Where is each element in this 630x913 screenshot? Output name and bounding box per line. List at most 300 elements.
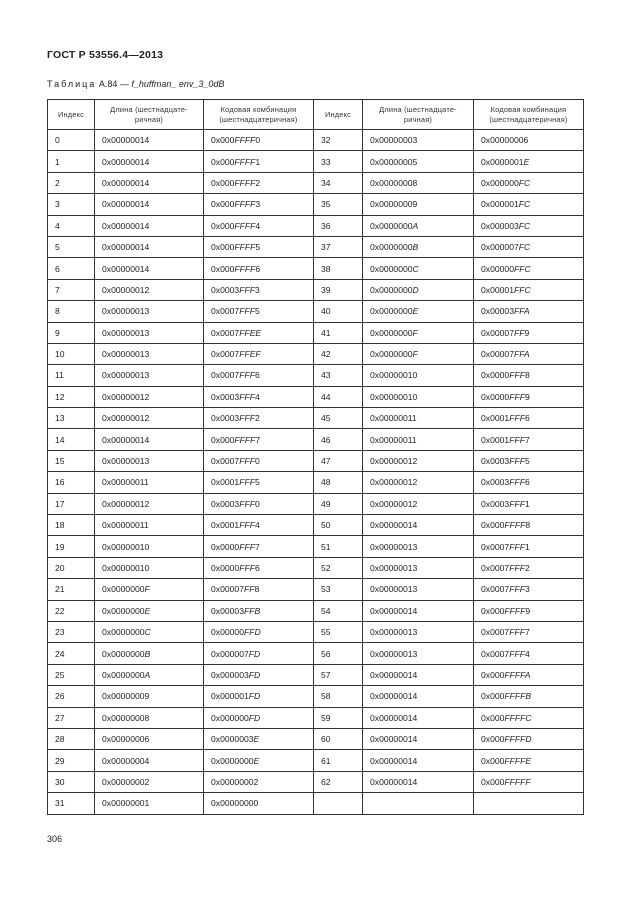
cell-text: 0x00000003 xyxy=(370,135,418,146)
index-cell xyxy=(48,130,95,151)
cell-hex-tail: 4 xyxy=(524,648,530,659)
cell-text: 39 xyxy=(321,284,331,295)
cell-text: 0x00007 xyxy=(481,327,514,338)
index-cell xyxy=(314,386,363,407)
cell-hex-suffix: FFF xyxy=(239,520,255,531)
length-cell xyxy=(95,643,204,664)
index-cell xyxy=(48,365,95,386)
code-cell xyxy=(204,621,314,642)
index-cell xyxy=(314,686,363,707)
cell-hex-tail: 5 xyxy=(254,477,260,488)
code-cell xyxy=(474,151,584,172)
cell-text: 0x00000001 xyxy=(102,798,150,809)
length-cell xyxy=(363,600,474,621)
cell-text: 38 xyxy=(321,263,331,274)
index-cell xyxy=(48,557,95,578)
index-cell xyxy=(314,130,363,151)
column-header-index-2: Индекс xyxy=(314,100,363,130)
table-row xyxy=(48,301,584,322)
cell-text: 61 xyxy=(321,755,331,766)
cell-hex-suffix: FC xyxy=(518,177,531,188)
cell-text: 4 xyxy=(55,220,60,231)
code-cell xyxy=(474,793,584,814)
page-number: 306 xyxy=(47,834,63,844)
caption-label: Таблица xyxy=(47,79,97,89)
table-row xyxy=(48,151,584,172)
cell-text: 0x000000 xyxy=(481,177,519,188)
cell-hex-tail: 4 xyxy=(254,520,260,531)
length-cell xyxy=(363,429,474,450)
cell-text: 0x000 xyxy=(481,734,505,745)
cell-hex-suffix: F xyxy=(412,349,418,360)
cell-text: 11 xyxy=(55,370,64,381)
index-cell xyxy=(48,258,95,279)
code-cell xyxy=(474,493,584,514)
cell-text: 29 xyxy=(55,755,65,766)
cell-hex-suffix: E xyxy=(253,755,260,766)
cell-text: 0x00000014 xyxy=(370,776,418,787)
cell-text: 20 xyxy=(55,563,65,573)
column-header-text: Кодовая комбинация (шестнадцатеричная) xyxy=(489,105,568,124)
index-cell xyxy=(48,707,95,728)
cell-text: 0x00000011 xyxy=(370,413,417,424)
length-cell xyxy=(363,365,474,386)
table-row xyxy=(48,215,584,236)
length-cell xyxy=(95,493,204,514)
length-cell xyxy=(95,536,204,557)
code-cell xyxy=(204,258,314,279)
length-cell xyxy=(95,450,204,471)
table-body xyxy=(48,130,584,815)
cell-text: 0x000 xyxy=(481,669,505,680)
cell-text: 0x0000001 xyxy=(481,156,524,167)
code-cell xyxy=(204,515,314,536)
cell-text: 48 xyxy=(321,477,331,488)
cell-hex-suffix: FFF xyxy=(239,477,255,488)
cell-text: 0x00000 xyxy=(481,263,514,274)
length-cell xyxy=(363,493,474,514)
cell-hex-suffix: FFEF xyxy=(239,349,261,360)
index-cell xyxy=(314,236,363,257)
cell-hex-suffix: D xyxy=(412,284,419,295)
index-cell xyxy=(48,450,95,471)
column-header-text: Длина (шестнадцате- ричная) xyxy=(379,105,457,124)
cell-hex-suffix: FD xyxy=(248,691,261,702)
index-cell xyxy=(48,194,95,215)
cell-text: 0x00000010 xyxy=(370,391,418,402)
code-cell xyxy=(204,343,314,364)
index-cell xyxy=(314,557,363,578)
cell-text: 0x000 xyxy=(211,156,235,167)
cell-text: 0x000007 xyxy=(481,242,519,253)
cell-text: 0x000 xyxy=(481,691,505,702)
cell-text: 0x00000011 xyxy=(102,520,149,531)
table-row xyxy=(48,621,584,642)
cell-text: 0x0000000 xyxy=(370,220,413,231)
cell-text: 0x00000006 xyxy=(481,135,529,146)
cell-text: 30 xyxy=(55,776,65,787)
cell-hex-suffix: B xyxy=(412,242,419,253)
cell-hex-tail: 1 xyxy=(524,498,530,509)
cell-hex-suffix: FF xyxy=(513,327,525,338)
length-cell xyxy=(95,707,204,728)
index-cell xyxy=(314,515,363,536)
code-cell xyxy=(474,322,584,343)
cell-text: 0x000 xyxy=(481,776,505,787)
length-cell xyxy=(95,557,204,578)
cell-hex-suffix: FFF xyxy=(509,563,525,573)
cell-text: 44 xyxy=(321,391,331,402)
length-cell xyxy=(363,301,474,322)
cell-text: 24 xyxy=(55,648,65,659)
cell-text: 0x00000014 xyxy=(370,520,418,531)
code-cell xyxy=(204,664,314,685)
cell-text: 0x000 xyxy=(211,135,235,146)
code-cell xyxy=(474,515,584,536)
cell-text: 0x0000000 xyxy=(102,605,145,616)
cell-text: 21 xyxy=(55,584,65,595)
cell-hex-tail: 9 xyxy=(524,327,530,338)
index-cell xyxy=(314,151,363,172)
code-cell xyxy=(474,579,584,600)
length-cell xyxy=(363,621,474,642)
cell-text: 53 xyxy=(321,584,331,595)
cell-hex-suffix: FD xyxy=(248,648,261,659)
cell-hex-suffix: FFF xyxy=(509,477,525,488)
table-row xyxy=(48,750,584,771)
cell-hex-tail: 6 xyxy=(254,563,260,573)
code-cell xyxy=(474,728,584,749)
index-cell xyxy=(48,600,95,621)
index-cell xyxy=(48,686,95,707)
cell-text: 0x00000012 xyxy=(370,477,418,488)
length-cell xyxy=(95,771,204,792)
code-cell xyxy=(474,236,584,257)
table-row xyxy=(48,771,584,792)
index-cell xyxy=(314,408,363,429)
cell-text: 0x00000013 xyxy=(370,627,418,638)
length-cell xyxy=(95,429,204,450)
cell-hex-suffix: FFFFE xyxy=(504,755,532,766)
cell-text: 0x00000013 xyxy=(370,584,418,595)
cell-hex-tail: 9 xyxy=(525,605,531,616)
length-cell xyxy=(363,386,474,407)
cell-hex-suffix: FFF xyxy=(239,413,255,424)
cell-hex-suffix: FFF xyxy=(239,391,255,402)
cell-text: 0x00000014 xyxy=(370,669,418,680)
cell-text: 0x0000000 xyxy=(102,627,145,638)
index-cell xyxy=(314,215,363,236)
column-header-index-1: Индекс xyxy=(48,100,95,130)
document-header: ГОСТ Р 53556.4—2013 xyxy=(47,49,164,61)
cell-hex-suffix: FFA xyxy=(513,349,530,360)
table-row xyxy=(48,793,584,814)
index-cell xyxy=(314,472,363,493)
index-cell xyxy=(314,343,363,364)
cell-text: 0x00000012 xyxy=(370,498,418,509)
code-cell xyxy=(474,258,584,279)
cell-text: 19 xyxy=(55,541,65,552)
cell-hex-tail: 3 xyxy=(255,199,261,210)
cell-text: 0x0001 xyxy=(211,477,240,488)
index-cell xyxy=(48,236,95,257)
length-cell xyxy=(363,750,474,771)
cell-text: 0x0000000 xyxy=(370,284,413,295)
cell-text: 1 xyxy=(55,156,60,167)
cell-text: 32 xyxy=(321,135,331,146)
cell-hex-suffix: A xyxy=(144,669,151,680)
cell-text: 0x00000014 xyxy=(370,734,418,745)
cell-text: 0x00000013 xyxy=(102,456,150,467)
length-cell xyxy=(95,386,204,407)
index-cell xyxy=(48,343,95,364)
cell-text: 0x00000014 xyxy=(102,242,150,253)
index-cell xyxy=(314,258,363,279)
code-cell xyxy=(204,643,314,664)
cell-text: 36 xyxy=(321,220,331,231)
cell-text: 0x0007 xyxy=(481,648,510,659)
cell-hex-suffix: F xyxy=(144,584,150,595)
cell-hex-suffix: FFFF xyxy=(234,220,256,231)
cell-text: 0x00000012 xyxy=(102,413,150,424)
code-cell xyxy=(204,793,314,814)
cell-text: 0x00000013 xyxy=(370,563,418,573)
cell-text: 33 xyxy=(321,156,331,167)
table-row xyxy=(48,258,584,279)
cell-text: 0 xyxy=(55,135,60,146)
cell-text: 0x0007 xyxy=(211,327,240,338)
cell-hex-suffix: C xyxy=(412,263,419,274)
cell-text: 25 xyxy=(55,669,65,680)
cell-text: 0x00007 xyxy=(211,584,244,595)
code-cell xyxy=(204,429,314,450)
cell-hex-suffix: FFD xyxy=(243,627,261,638)
cell-hex-suffix: FFF xyxy=(509,498,525,509)
cell-hex-suffix: FFFF xyxy=(234,434,256,445)
code-cell xyxy=(204,408,314,429)
length-cell xyxy=(363,172,474,193)
table-row xyxy=(48,343,584,364)
code-cell xyxy=(474,600,584,621)
cell-text: 0x00000014 xyxy=(102,434,150,445)
cell-text: 0x00000010 xyxy=(102,563,150,573)
cell-text: 0x0003 xyxy=(211,391,240,402)
code-cell xyxy=(474,664,584,685)
length-cell xyxy=(95,301,204,322)
table-row xyxy=(48,408,584,429)
length-cell xyxy=(363,579,474,600)
cell-text: 0x00000002 xyxy=(211,776,259,787)
cell-text: 0x00000014 xyxy=(102,135,150,146)
index-cell xyxy=(314,450,363,471)
code-cell xyxy=(474,621,584,642)
index-cell xyxy=(48,472,95,493)
table-row xyxy=(48,686,584,707)
cell-text: 45 xyxy=(321,413,331,424)
cell-hex-tail: 4 xyxy=(254,391,260,402)
index-cell xyxy=(48,643,95,664)
cell-text: 0x0000000 xyxy=(370,263,413,274)
cell-text: 0x00000012 xyxy=(102,498,150,509)
index-cell xyxy=(314,771,363,792)
cell-hex-suffix: FFF xyxy=(239,498,255,509)
code-cell xyxy=(474,194,584,215)
code-cell xyxy=(474,750,584,771)
length-cell xyxy=(363,151,474,172)
index-cell xyxy=(48,172,95,193)
cell-hex-tail: 3 xyxy=(254,284,260,295)
cell-hex-suffix: FFFFF xyxy=(504,776,531,787)
table-row xyxy=(48,707,584,728)
cell-hex-suffix: FFF xyxy=(239,456,255,467)
index-cell xyxy=(48,408,95,429)
code-cell xyxy=(474,343,584,364)
table-row xyxy=(48,643,584,664)
length-cell xyxy=(95,621,204,642)
cell-hex-tail: 3 xyxy=(524,584,530,595)
cell-hex-suffix: FFC xyxy=(513,284,531,295)
cell-hex-suffix: FC xyxy=(518,242,531,253)
cell-text: 0x0007 xyxy=(481,563,510,573)
index-cell xyxy=(314,194,363,215)
cell-hex-suffix: FFF xyxy=(509,434,525,445)
cell-text: 0x0000000 xyxy=(370,327,413,338)
length-cell xyxy=(95,664,204,685)
cell-text: 0x0000000 xyxy=(102,584,145,595)
code-cell xyxy=(474,643,584,664)
cell-hex-suffix: FFFFB xyxy=(504,691,532,702)
index-cell xyxy=(314,707,363,728)
cell-text: 13 xyxy=(55,413,65,424)
index-cell xyxy=(48,728,95,749)
cell-text: 12 xyxy=(55,391,65,402)
cell-text: 17 xyxy=(55,498,65,509)
code-cell xyxy=(204,172,314,193)
code-cell xyxy=(204,215,314,236)
code-cell xyxy=(204,771,314,792)
table-row xyxy=(48,472,584,493)
length-cell xyxy=(95,728,204,749)
length-cell xyxy=(363,643,474,664)
length-cell xyxy=(363,343,474,364)
cell-text: 46 xyxy=(321,434,331,445)
index-cell xyxy=(48,536,95,557)
cell-hex-suffix: FFF xyxy=(509,541,525,552)
table-row xyxy=(48,279,584,300)
code-cell xyxy=(204,557,314,578)
table-caption xyxy=(47,79,224,89)
index-cell xyxy=(48,301,95,322)
cell-hex-suffix: A xyxy=(412,220,419,231)
cell-text: 58 xyxy=(321,691,331,702)
cell-text: 0x00001 xyxy=(481,284,514,295)
index-cell xyxy=(314,322,363,343)
cell-hex-suffix: FFF xyxy=(239,541,255,552)
cell-text: 56 xyxy=(321,648,331,659)
cell-hex-suffix: E xyxy=(523,156,530,167)
length-cell xyxy=(363,130,474,151)
index-cell xyxy=(48,750,95,771)
cell-hex-tail: 5 xyxy=(254,306,260,317)
cell-text: 62 xyxy=(321,776,331,787)
code-cell xyxy=(204,686,314,707)
cell-hex-suffix: FFF xyxy=(509,627,525,638)
cell-hex-suffix: FFF xyxy=(509,584,525,595)
cell-text: 0x0000 xyxy=(211,563,240,573)
cell-text: 0x000 xyxy=(211,199,235,210)
cell-text: 0x0000000 xyxy=(370,349,413,360)
cell-text: 0x0000000 xyxy=(370,306,413,317)
cell-hex-suffix: FFB xyxy=(243,605,261,616)
length-cell xyxy=(95,215,204,236)
code-cell xyxy=(204,386,314,407)
cell-text: 3 xyxy=(55,199,60,210)
cell-text: 0x0007 xyxy=(481,541,510,552)
cell-text: 5 xyxy=(55,242,60,253)
cell-hex-suffix: FFFFD xyxy=(504,734,532,745)
length-cell xyxy=(95,472,204,493)
cell-text: 0x00000014 xyxy=(370,755,418,766)
index-cell xyxy=(48,322,95,343)
code-cell xyxy=(204,493,314,514)
caption-number: А.84 — xyxy=(98,79,129,89)
cell-hex-suffix: FFF xyxy=(239,370,255,381)
cell-text: 0x00000009 xyxy=(102,691,150,702)
cell-text: 0x00000013 xyxy=(102,306,150,317)
cell-text: 40 xyxy=(321,306,331,317)
caption-name: f_huffman_ env_3_0dB xyxy=(131,79,225,89)
cell-text: 0x00000013 xyxy=(370,541,418,552)
cell-text: 15 xyxy=(55,456,65,467)
cell-text: 28 xyxy=(55,734,65,745)
length-cell xyxy=(95,172,204,193)
index-cell xyxy=(48,793,95,814)
table-row xyxy=(48,172,584,193)
cell-hex-tail: 5 xyxy=(255,242,261,253)
index-cell xyxy=(314,664,363,685)
cell-hex-tail: 9 xyxy=(524,391,530,402)
cell-text: 0x000 xyxy=(481,712,505,723)
cell-text: 0x000001 xyxy=(211,691,249,702)
cell-text: 54 xyxy=(321,605,331,616)
code-cell xyxy=(474,472,584,493)
length-cell xyxy=(363,771,474,792)
cell-hex-suffix: FFFF xyxy=(234,135,256,146)
length-cell xyxy=(363,728,474,749)
cell-text: 0x00000005 xyxy=(370,156,418,167)
length-cell xyxy=(363,515,474,536)
cell-text: 0x0000000 xyxy=(370,242,413,253)
cell-text: 10 xyxy=(55,349,65,360)
column-header-code-2 xyxy=(474,100,584,130)
cell-text: 0x00000002 xyxy=(102,776,150,787)
cell-hex-suffix: FFF xyxy=(239,306,255,317)
table-row xyxy=(48,322,584,343)
length-cell xyxy=(363,472,474,493)
code-cell xyxy=(474,707,584,728)
length-cell xyxy=(95,365,204,386)
index-cell xyxy=(48,151,95,172)
cell-hex-tail: 5 xyxy=(524,456,530,467)
table-row xyxy=(48,493,584,514)
length-cell xyxy=(95,322,204,343)
code-cell xyxy=(474,301,584,322)
cell-text: 0x0007 xyxy=(481,584,510,595)
cell-text: 0x000 xyxy=(211,177,235,188)
cell-text: 0x00000006 xyxy=(102,734,150,745)
index-cell xyxy=(314,793,363,814)
cell-text: 50 xyxy=(321,520,331,531)
